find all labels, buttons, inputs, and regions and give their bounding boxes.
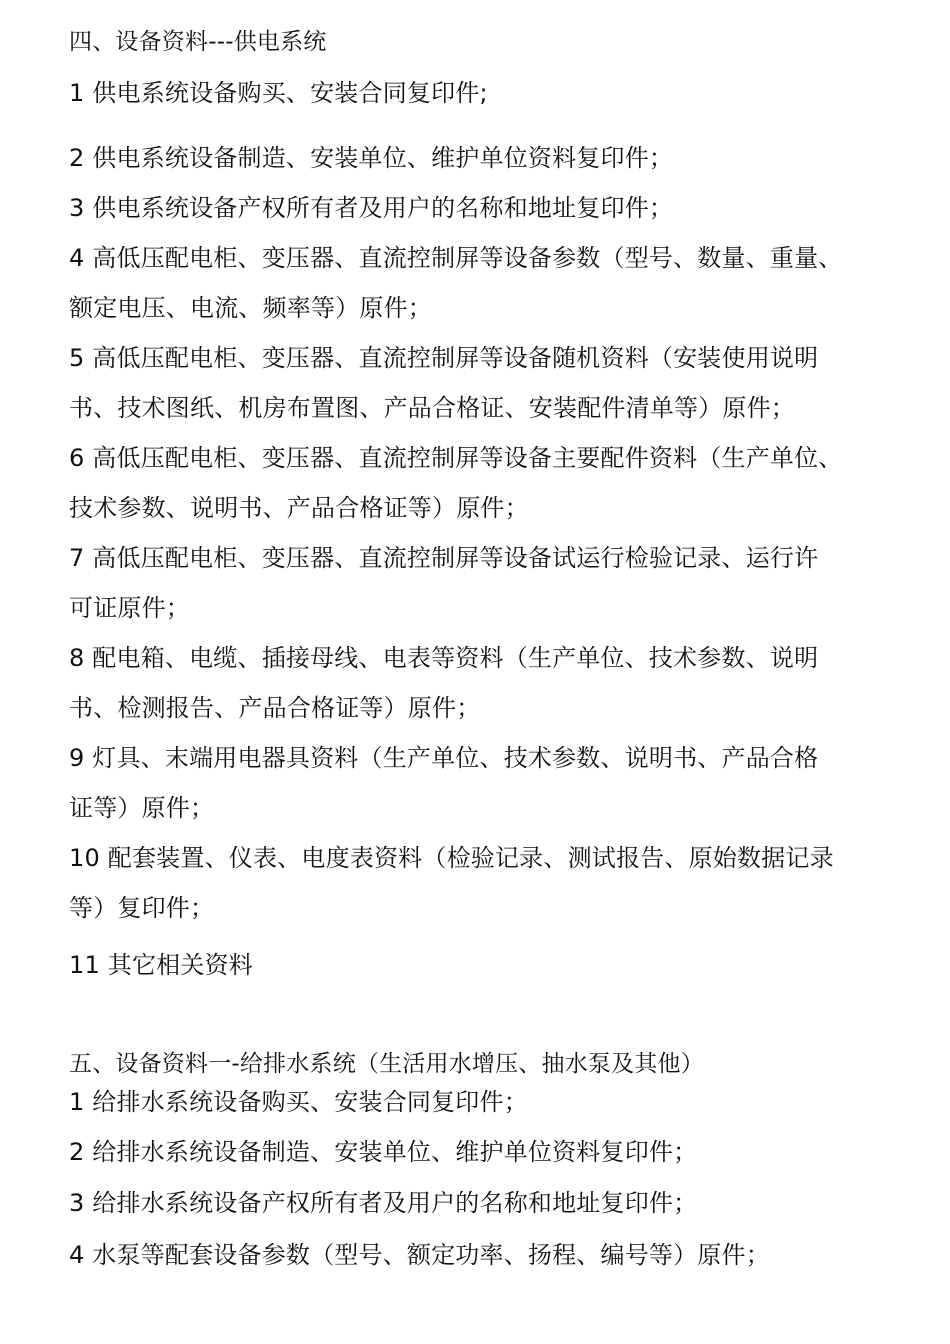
section-4-line-6-cont: 技术参数、说明书、产品合格证等）原件； xyxy=(69,494,529,522)
section-4-line-11: 11 其它相关资料 xyxy=(69,951,253,979)
section-5-line-1: 1 给排水系统设备购买、安装合同复印件； xyxy=(69,1088,528,1116)
section-4-line-3: 3 供电系统设备产权所有者及用户的名称和地址复印件； xyxy=(69,194,674,222)
section-4-line-7: 7 高低压配电柜、变压器、直流控制屏等设备试运行检验记录、运行许 xyxy=(69,544,819,572)
section-4-line-9-cont: 证等）原件； xyxy=(69,794,215,822)
section-5-line-2: 2 给排水系统设备制造、安装单位、维护单位资料复印件； xyxy=(69,1138,698,1166)
section-5-line-3: 3 给排水系统设备产权所有者及用户的名称和地址复印件； xyxy=(69,1189,698,1217)
section-4-line-10-cont: 等）复印件； xyxy=(69,894,215,922)
section-4-line-2: 2 供电系统设备制造、安装单位、维护单位资料复印件； xyxy=(69,144,674,172)
section-4-line-4: 4 高低压配电柜、变压器、直流控制屏等设备参数（型号、数量、重量、 xyxy=(69,244,843,272)
section-4-line-10: 10 配套装置、仪表、电度表资料（检验记录、测试报告、原始数据记录 xyxy=(69,844,834,872)
section-4-line-8: 8 配电箱、电缆、插接母线、电表等资料（生产单位、技术参数、说明 xyxy=(69,644,819,672)
section-4-line-5-cont: 书、技术图纸、机房布置图、产品合格证、安装配件清单等）原件； xyxy=(69,394,795,422)
section-4-line-9: 9 灯具、末端用电器具资料（生产单位、技术参数、说明书、产品合格 xyxy=(69,744,819,772)
section-4-line-5: 5 高低压配电柜、变压器、直流控制屏等设备随机资料（安装使用说明 xyxy=(69,344,819,372)
section-4-line-4-cont: 额定电压、电流、频率等）原件； xyxy=(69,294,432,322)
section-4-line-8-cont: 书、检测报告、产品合格证等）原件； xyxy=(69,694,481,722)
section-4-line-1: 1 供电系统设备购买、安装合同复印件; xyxy=(69,79,488,107)
section-4-line-7-cont: 可证原件； xyxy=(69,594,190,622)
section-5-heading: 五、设备资料一-给排水系统（生活用水增压、抽水泵及其他） xyxy=(69,1051,704,1077)
section-4-line-6: 6 高低压配电柜、变压器、直流控制屏等设备主要配件资料（生产单位、 xyxy=(69,444,843,472)
section-4-heading: 四、设备资料---供电系统 xyxy=(69,29,327,55)
section-5-line-4: 4 水泵等配套设备参数（型号、额定功率、扬程、编号等）原件； xyxy=(69,1241,770,1269)
